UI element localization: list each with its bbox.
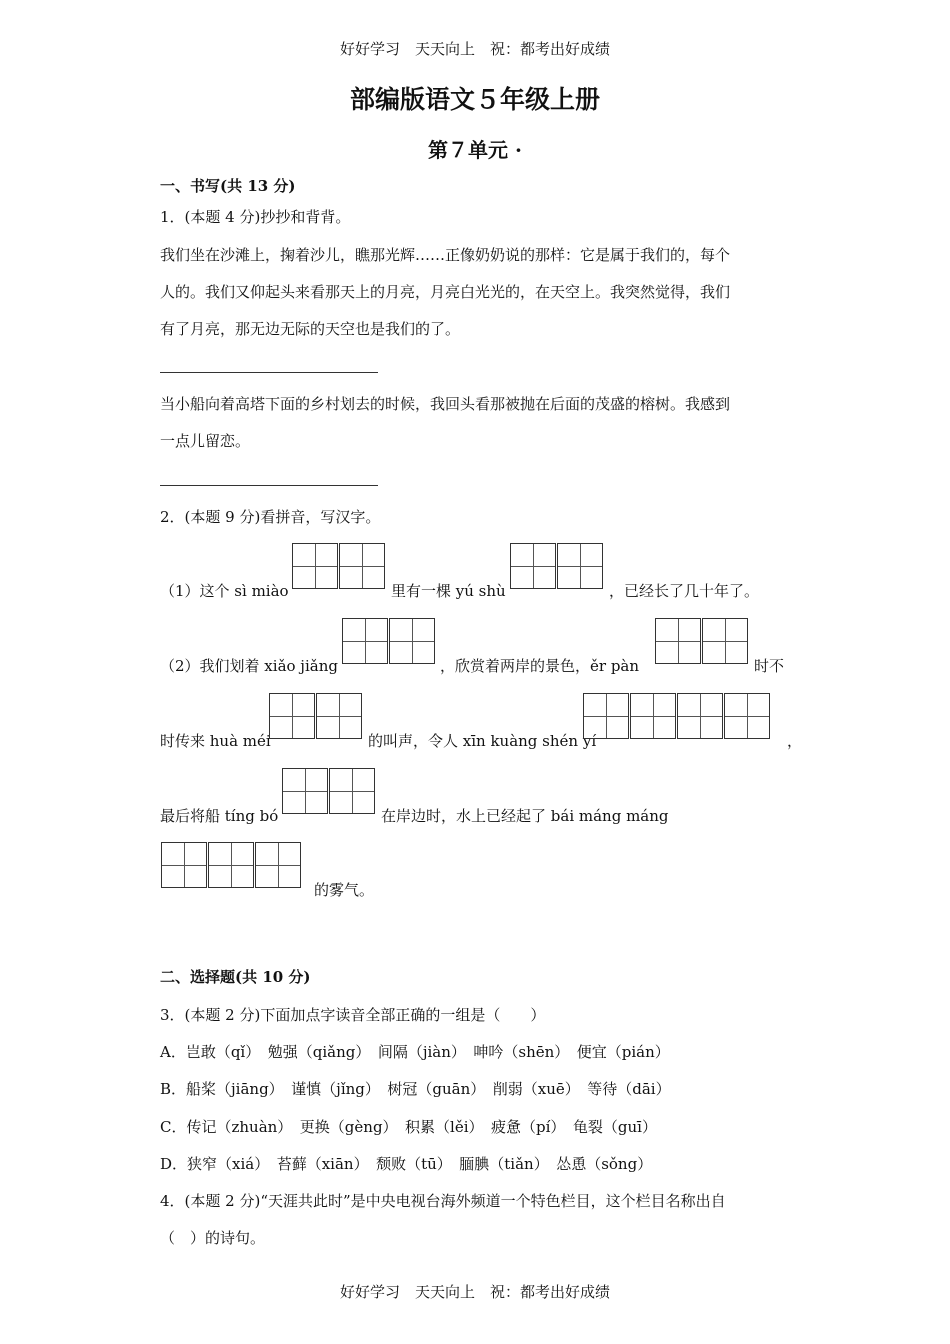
char-box[interactable]	[342, 618, 388, 664]
q4-stem-line2: （ ）的诗句。	[160, 1229, 266, 1247]
q3-stem: 3．(本题 2 分)下面加点字读音全部正确的一组是（ ）	[160, 1006, 546, 1024]
char-box[interactable]	[282, 768, 328, 814]
q3-option-d[interactable]: D．狭窄（xiá） 苔藓（xiān） 颓败（tū） 腼腆（tiǎn） 怂恿（sǒng）	[160, 1155, 653, 1173]
q2-s1-text-a: （1）这个 sì miào	[160, 582, 289, 600]
unit-subtitle	[0, 134, 950, 163]
char-box[interactable]	[316, 693, 362, 739]
q2-s3-text-c: ，	[787, 732, 803, 750]
char-box[interactable]	[161, 842, 207, 888]
q2-s2-text-b: ，欣赏着两岸的景色，ěr pàn	[440, 657, 640, 675]
q1-passage1-line1: 我们坐在沙滩上，掬着沙儿，瞧那光辉……正像奶奶说的那样：它是属于我们的，每个	[160, 246, 731, 264]
q4-stem-line1: 4．(本题 2 分)“天涯共此时”是中央电视台海外频道一个特色栏目，这个栏目名称出自	[160, 1192, 726, 1210]
q2-stem: 2．(本题 9 分)看拼音，写汉字。	[160, 508, 381, 526]
char-box[interactable]	[630, 693, 676, 739]
answer-grid-bai-mang-mang[interactable]	[161, 842, 301, 888]
q3-option-b[interactable]: B．船桨（jiāng） 谨慎（jǐng） 树冠（guān） 削弱（xuē） 等待（dāi）	[160, 1080, 671, 1098]
page-title: 部编版语文５年级上册	[349, 85, 600, 114]
q2-s5-text-b: 的雾气。	[314, 881, 375, 899]
q2-s1-text-c: ，已经长了几十年了。	[609, 582, 760, 600]
answer-grid-hua-mei[interactable]	[269, 693, 362, 739]
char-box[interactable]	[702, 618, 748, 664]
answer-grid-xiao-jiang[interactable]	[342, 618, 435, 664]
q2-s4-text-b: 在岸边时，水上已经起了 bái máng máng	[381, 807, 669, 825]
answer-grid-ting-bo[interactable]	[282, 768, 375, 814]
q2-s4-text-a: 最后将船 tíng bó	[160, 807, 279, 825]
q1-passage2-line1: 当小船向着高塔下面的乡村划去的时候，我回头看那被抛在后面的茂盛的榕树。我感到	[160, 395, 731, 413]
q1-stem: 1．(本题 4 分)抄抄和背背。	[160, 208, 351, 226]
q1-answer-line-1[interactable]	[160, 372, 378, 373]
subtitle-dot: ·	[508, 138, 522, 162]
q2-s2-text-a: （2）我们划着 xiǎo jiǎng	[160, 657, 338, 675]
char-box[interactable]	[329, 768, 375, 814]
char-box[interactable]	[724, 693, 770, 739]
answer-grid-xin-kuang-shen-yi[interactable]	[583, 693, 770, 739]
char-box[interactable]	[292, 543, 338, 589]
char-box[interactable]	[339, 543, 385, 589]
unit-subtitle-text: 第７单元	[428, 138, 509, 162]
q2-s2-text-c: 时不	[754, 657, 785, 675]
char-box[interactable]	[583, 693, 629, 739]
q3-option-c[interactable]: C．传记（zhuàn） 更换（gèng） 积累（lěi） 疲惫（pí） 龟裂（guī）	[160, 1118, 657, 1136]
q1-passage2-line2: 一点儿留恋。	[160, 432, 251, 450]
page-footer: 好好学习 天天向上 祝：都考出好成绩	[339, 1283, 610, 1301]
q1-answer-line-2[interactable]	[160, 485, 378, 486]
q1-passage1-line2: 人的。我们又仰起头来看那天上的月亮，月亮白光光的，在天空上。我突然觉得，我们	[160, 283, 731, 301]
q2-s3-text-a: 时传来 huà méi	[160, 732, 271, 750]
q1-passage1-line3: 有了月亮，那无边无际的天空也是我们的了。	[160, 320, 461, 338]
q3-option-a[interactable]: A．岂敢（qǐ） 勉强（qiǎng） 间隔（jiàn） 呻吟（shēn） 便宜（pián）	[160, 1043, 670, 1061]
q2-s1-text-b: 里有一棵 yú shù	[391, 582, 506, 600]
char-box[interactable]	[389, 618, 435, 664]
char-box[interactable]	[269, 693, 315, 739]
section-2-heading: 二、选择题(共 10 分)	[160, 968, 311, 986]
answer-grid-si-miao[interactable]	[292, 543, 385, 589]
page-header: 好好学习 天天向上 祝：都考出好成绩	[339, 40, 610, 58]
char-box[interactable]	[655, 618, 701, 664]
q2-s3-text-b: 的叫声，令人 xīn kuàng shén yí	[368, 732, 597, 750]
char-box[interactable]	[255, 842, 301, 888]
answer-grid-er-pan[interactable]	[655, 618, 748, 664]
char-box[interactable]	[510, 543, 556, 589]
char-box[interactable]	[557, 543, 603, 589]
char-box[interactable]	[208, 842, 254, 888]
section-1-heading: 一、书写(共 13 分)	[160, 177, 296, 195]
char-box[interactable]	[677, 693, 723, 739]
answer-grid-yu-shu[interactable]	[510, 543, 603, 589]
